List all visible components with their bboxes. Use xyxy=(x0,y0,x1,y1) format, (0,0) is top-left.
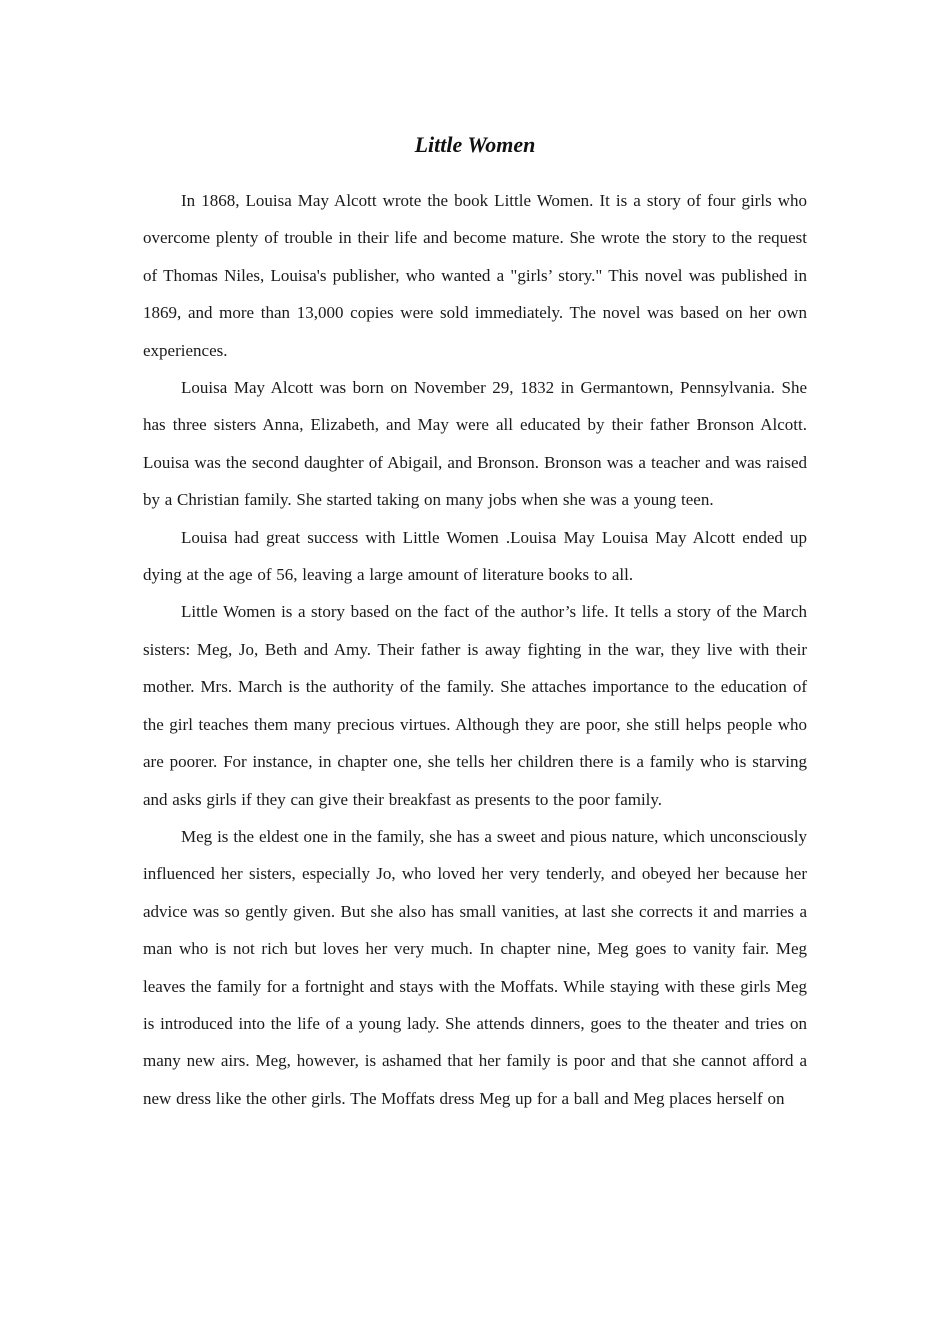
paragraph-story-overview: Little Women is a story based on the fact of the author’s life. It tells a story of the March sisters: Meg, Jo, Beth and Amy. Their father is away fighting in the war, they live with their mother. Mrs. March is the authority of the family. She attaches importance to the education of the girl teaches them many precious virtues. Although they are poor, she still helps people who are poorer. For instance, in chapter one, she tells her children there is a family who is starving and asks girls if they can give their breakfast as presents to the poor family. xyxy=(143,602,807,809)
paragraph-success: Louisa had great success with Little Women .Louisa May Louisa May Alcott ended up dying at the age of 56, leaving a large amount of literature books to all. xyxy=(143,527,807,585)
paragraph-meg: Meg is the eldest one in the family, she has a sweet and pious nature, which unconsciously influenced her sisters, especially Jo, who loved her very tenderly, and obeyed her because her advice was so gently given. But she also has small vanities, at last she corrects it and marries a man who is not rich but loves her very much. In chapter nine, Meg goes to vanity fair. Meg leaves the family for a fortnight and stays with the Moffats. While staying with these girls Meg is introduced into the life of a young lady. She attends dinners, goes to the theater and tries on many new airs. Meg, however, is ashamed that her family is poor and that she cannot afford a new dress like the other girls. The Moffats dress Meg up for a ball and Meg places herself on xyxy=(143,826,807,1108)
document-content xyxy=(143,130,807,1117)
document-title: Little Women xyxy=(414,132,536,157)
paragraph-biography: Louisa May Alcott was born on November 29, 1832 in Germantown, Pennsylvania. She has three sisters Anna, Elizabeth, and May were all educated by their father Bronson Alcott. Louisa was the second daughter of Abigail, and Bronson. Bronson was a teacher and was raised by a Christian family. She started taking on many jobs when she was a young teen. xyxy=(143,378,807,510)
paragraph-intro: In 1868, Louisa May Alcott wrote the book Little Women. It is a story of four girls who overcome plenty of trouble in their life and become mature. She wrote the story to the request of Thomas Niles, Louisa's publisher, who wanted a "girls’ story." This novel was published in 1869, and more than 13,000 copies were sold immediately. The novel was based on her own experiences. xyxy=(143,191,807,360)
document-body xyxy=(143,182,807,1117)
